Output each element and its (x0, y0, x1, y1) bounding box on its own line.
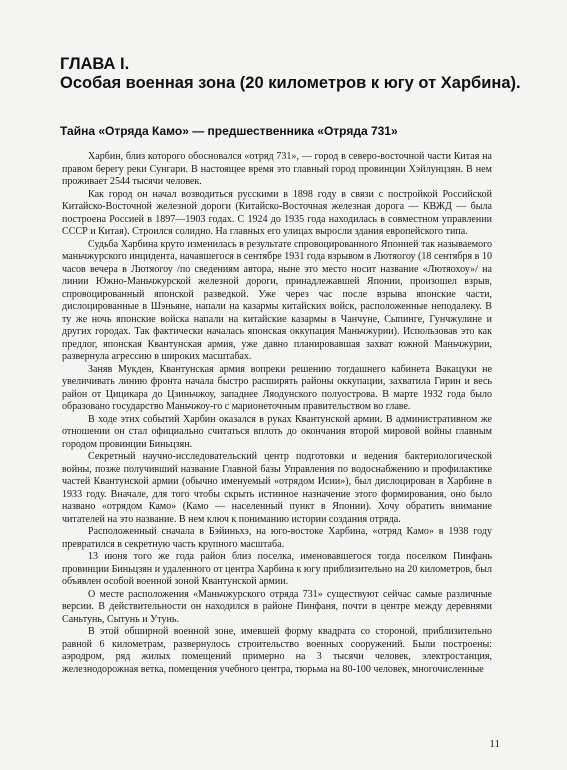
page-number: 11 (489, 738, 500, 750)
paragraph: Заняв Мукден, Квантунская армия вопреки решению тогдашнего кабинета Вакацуки не увеличивать линию фронта начала быстро расширять районы оккупации, захватила Гирин и весь район от Цицикара до Цзиньчжоу, западнее Ляодунского полуострова. В марте 1932 года было образовано государство Маньчжоу-го с марионеточным правительством во главе. (62, 363, 492, 412)
paragraph: В этой обширной военной зоне, имевшей форму квадрата со стороной, приблизительно равной 6 километрам, развернулось строительство военных сооружений. Были построены: аэродром, ряд жилых помещений примерно на 3 тысячи человек, электростанция, железнодорожная ветка, помещения учебного центра, тюрьма на 80-100 человек, многочисленные (62, 626, 492, 675)
paragraph: О месте расположения «Маньчжурского отряда 731» существуют сейчас самые различные версии. В действительности он находился в районе Пинфаня, почти в центре между деревнями Саньтунь, Сытунь и Утунь. (62, 588, 492, 625)
paragraph: Расположенный сначала в Бэйиньхэ, на юго-востоке Харбина, «отряд Камо» в 1938 году превратился в секретную часть крупного масштаба. (62, 526, 492, 550)
chapter-title: Особая военная зона (20 километров к югу от Харбина). (60, 74, 521, 92)
paragraph: 13 июня того же года район близ поселка, именовавшегося тогда поселком Пинфань провинции Биньцзян и удаленного от центра Харбина к югу приблизительно на 20 километров, был объявлен особой военной зоной Квантунской армии. (62, 551, 492, 587)
paragraph: Харбин, близ которого обосновался «отряд 731», — город в северо-восточной части Китая на правом берегу реки Сунгари. В настоящее время это главный город провинции Хэйлунцзян. В нем проживает 2544 тысячи человек. (62, 151, 492, 187)
paragraph: В ходе этих событий Харбин оказался в руках Квантунской армии. В административном же отношении он стал официально считаться вплоть до окончания второй мировой войны главным городом провинции Биньцзян. (62, 413, 492, 450)
section-heading: Тайна «Отряда Камо» — предшественника «Отряда 731» (60, 124, 398, 138)
paragraph: Как город он начал возводиться русскими в 1898 году в связи с постройкой Российской Китайско-Восточной железной дороги (Китайско-Восточная железная дорога — КВЖД — была построена Россией в 1897—1903 годах. С 1924 до 1935 года находилась в совместном управлении СССР и Китая). Строился солидно. На главных его улицах выросли здания европейского типа. (62, 188, 492, 237)
chapter-label: ГЛАВА I. (60, 55, 130, 73)
chapter-heading (60, 55, 530, 93)
paragraph: Секретный научно-исследовательский центр подготовки и ведения бактериологической войны, позже получивший название Главной базы Управления по водоснабжению и профилактике частей Квантунской армии (обычно именуемый «отрядом Исии»), был дислоцирован в Харбине в 1933 году. Вначале, для того чтобы скрыть истинное назначение этого формирования, оно было названо «отрядом Камо» (Камо — населенный пункт в Японии). Хочу обратить внимание читателей на это название. В нем ключ к пониманию истории создания отряда. (62, 451, 492, 525)
body-text (62, 151, 492, 676)
paragraph: Судьба Харбина круто изменилась в результате спровоцированного Японией так называемого маньчжурского инцидента, начавшегося в сентябре 1931 года взрывом в Лютяогоу (18 сентября в 10 часов вечера в Лютяогоу /по сведениям автора, ныне это место носит название «Лютяохоу»/ на линии Южно-Маньчжурской железной дороги, принадлежавшей Японии, произошел взрыв, спровоцированный японской разведкой. Уже через час после взрыва японские части, дислоцированные в Шэньяне, напали на казармы китайских войск, расположенные неподалеку. В ту же ночь японские войска напали на китайские казармы в Чанчуне, Сыпинге, Гунчжулине и других городах. Так фактически началась японская оккупация Маньчжурии). Использовав это как предлог, японская Квантунская армия, уже давно планировавшая захват южной Маньчжурии, развернула агрессию в широких масштабах. (62, 238, 492, 362)
